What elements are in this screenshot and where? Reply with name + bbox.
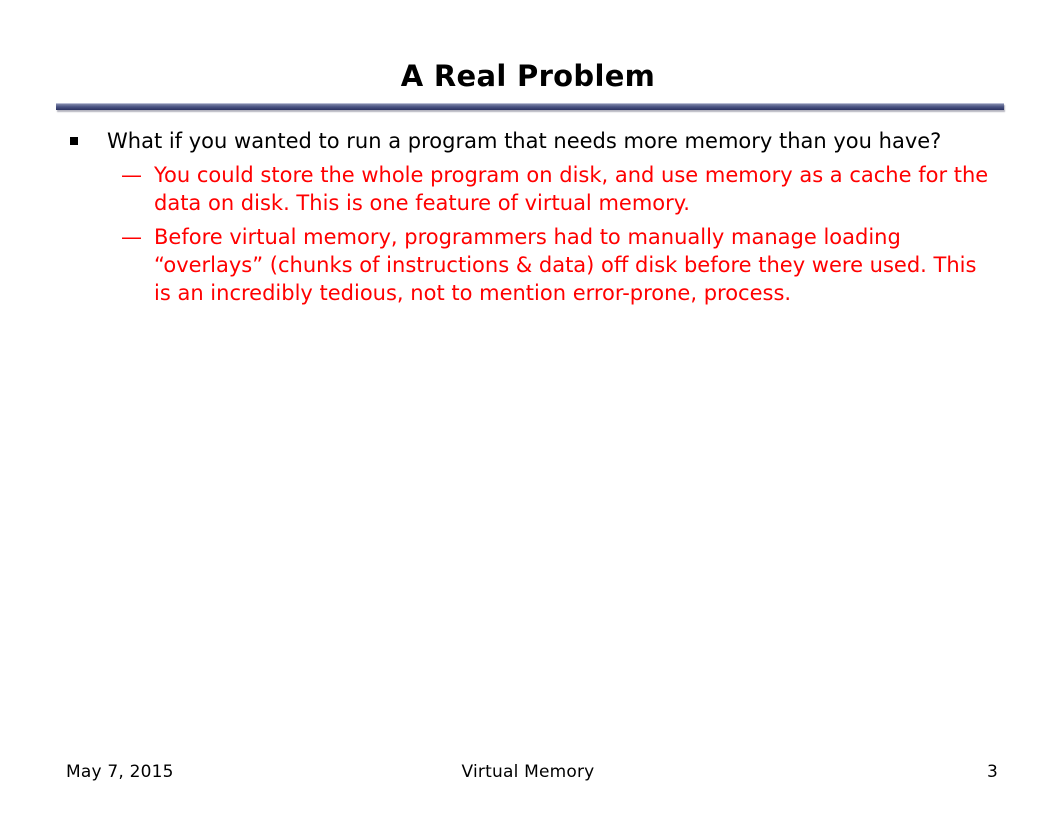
square-bullet-icon [70, 137, 78, 145]
dash-bullet-icon: — [121, 225, 142, 249]
slide-body [64, 127, 994, 307]
dash-bullet-icon: — [121, 163, 142, 187]
sub-bullet-text: Before virtual memory, programmers had to manually manage loading “overlays” (chunks of instructions & data) off disk before they were used. This is an incredibly tedious, not to mention error-prone, process. [154, 225, 977, 305]
bullet-item [64, 127, 994, 155]
footer-topic: Virtual Memory [461, 762, 595, 782]
sub-bullet-item [64, 161, 994, 217]
sub-bullet-text: You could store the whole program on disk, and use memory as a cache for the data on disk. This is one feature of virtual memory. [154, 163, 989, 215]
footer-date: May 7, 2015 [66, 762, 174, 782]
bullet-text: What if you wanted to run a program that needs more memory than you have? [107, 129, 942, 153]
slide-title: A Real Problem [400, 59, 656, 93]
title-divider [56, 103, 1004, 110]
sub-bullet-item [64, 223, 994, 307]
footer-page-number: 3 [986, 762, 998, 782]
